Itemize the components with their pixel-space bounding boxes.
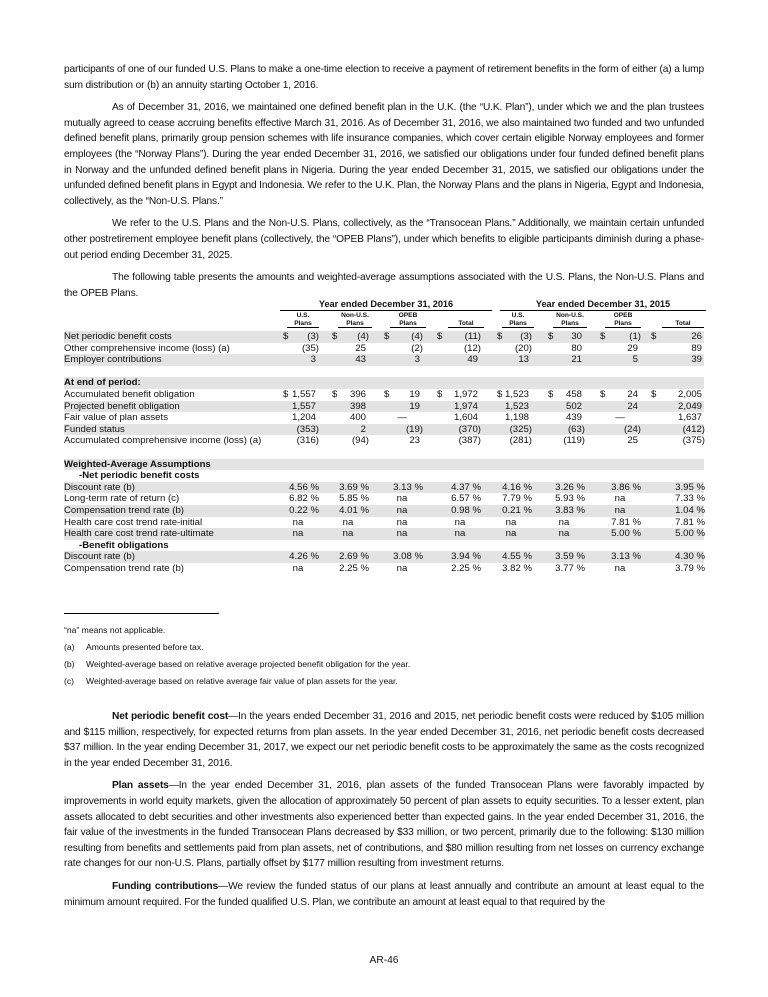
table-cell: (3) [520, 331, 532, 342]
table-cell: (19) [405, 423, 423, 435]
row-label: Compensation trend rate (b) [64, 562, 184, 574]
row-label: Health care cost trend rate-initial [64, 516, 203, 528]
row-label: -Net periodic benefit costs [79, 470, 200, 482]
dollar-sign: $ [283, 331, 289, 342]
funding-contributions-paragraph: Funding contributions—We review the funded status of our plans at least annually and contribute an amount at least equal to the minimum amount required. For the funded qualified U.S. Plan, we contribute an amount at least equal to that required by the [64, 880, 704, 908]
intro-text [64, 62, 704, 308]
table-cell: 439 [565, 412, 582, 424]
row-label: Weighted-Average Assumptions [64, 458, 211, 470]
row-label: Accumulated comprehensive income (loss) (a) [64, 435, 262, 447]
table-cell: na [505, 528, 517, 540]
dollar-sign: $ [384, 388, 390, 400]
table-cell: 400 [349, 412, 366, 424]
table-cell: 458 [565, 388, 582, 400]
table-cell: 1,604 [453, 412, 478, 424]
table-cell: 3.77 % [555, 562, 585, 574]
table-cell: 7.81 % [611, 516, 641, 528]
table-cell: 3.26 % [555, 481, 585, 493]
table-cell: 0.21 % [502, 504, 532, 516]
row-label: Discount rate (b) [64, 551, 135, 563]
table-cell: 25 [355, 342, 366, 354]
table-row [64, 331, 704, 343]
table-cell: (119) [563, 435, 585, 447]
table-cell: 26 [691, 331, 702, 342]
table-spacer [64, 366, 704, 378]
column-header-line1: U.S. [511, 312, 525, 319]
table-cell: 5 [632, 354, 638, 366]
table-row [64, 505, 704, 517]
row-label: Other comprehensive income (loss) (a) [64, 342, 230, 354]
table-cell: 2 [360, 423, 366, 435]
column-header-line1 [662, 312, 704, 320]
footnote-b: (b) Weighted-average based on relative average projected benefit obligation for the year. [64, 659, 411, 669]
table-cell: 1,198 [504, 412, 529, 424]
column-header-line2: Plans [509, 319, 527, 327]
table-cell: 4.30 % [675, 551, 705, 563]
table-cell: 19 [409, 388, 420, 400]
table-row [64, 435, 704, 447]
table-row [64, 493, 704, 505]
footnote-a: (a) Amounts presented before tax. [64, 642, 204, 652]
table-cell: 3.08 % [393, 551, 423, 563]
table-cell: 3.82 % [502, 562, 532, 574]
table-cell: 23 [409, 435, 420, 447]
table-row [64, 528, 704, 540]
footnote-c: (c) Weighted-average based on relative average fair value of plan assets for the year. [64, 676, 398, 686]
table-cell: 7.81 % [675, 516, 705, 528]
row-label: Funded status [64, 423, 125, 435]
table-cell: 39 [691, 354, 702, 366]
footnote-na: “na” means not applicable. [64, 625, 166, 635]
table-row [64, 343, 704, 355]
table-cell: (4) [357, 331, 369, 342]
table-cell: 7.33 % [675, 493, 705, 505]
column-header-line1 [448, 312, 484, 320]
table-cell: 0.22 % [289, 504, 319, 516]
page-number: AR-46 [369, 955, 399, 966]
row-label: -Benefit obligations [79, 539, 169, 551]
dollar-sign: $ [600, 388, 606, 400]
table-cell: na [396, 504, 408, 516]
table-cell: 24 [627, 388, 638, 400]
dollar-sign: $ [497, 388, 503, 400]
table-cell: 2.25 % [339, 562, 369, 574]
row-label: Projected benefit obligation [64, 400, 180, 412]
table-cell: 4.56 % [289, 481, 319, 493]
table-cell: 502 [565, 400, 582, 412]
table-cell: 1,974 [453, 400, 478, 412]
table-spacer [64, 447, 704, 459]
table-cell: 3.59 % [555, 551, 585, 563]
table-subsection-row [64, 540, 704, 552]
table-cell: 3.86 % [611, 481, 641, 493]
table-cell: 24 [627, 400, 638, 412]
table-cell: 1,557 [291, 400, 316, 412]
table-cell: (4) [411, 331, 423, 342]
table-cell: na [342, 528, 354, 540]
intro-paragraph-2: As of December 31, 2016, we maintained one defined benefit plan in the U.K. (the “U.K. Plan”), under which we and the plan trustees mutually agreed to cease accruing benefits effective March 31, 2016. As of December 31, 2016, we also maintained two funded and two unfunded defined benefit plans, primarily group pension schemes with life insurance companies, which cover certain eligible Norway employees and former employees (the “Norway Plans”). During the year ended December 31, 2016, we satisfied our obligations under four funded defined benefit plans in Norway and the unfunded defined benefit plans in Nigeria. During the year ended December 31, 2015, we satisfied our obligations under the unfunded defined benefit plans in Egypt and Indonesia. We refer to the U.K. Plan, the Norway Plans and the plans in Nigeria, Egypt and Indonesia, collectively, as the “Non-U.S. Plans.” [64, 102, 704, 207]
table-cell: na [342, 516, 354, 528]
table-cell: 5.85 % [339, 493, 369, 505]
table-cell: 3 [414, 354, 420, 366]
column-header-line1: U.S. [296, 312, 310, 319]
table-cell: (94) [351, 435, 369, 447]
table-cell: na [454, 528, 466, 540]
benefit-plans-table [64, 298, 704, 574]
table-cell: (35) [301, 342, 319, 354]
column-header-line2: Plans [399, 319, 417, 327]
table-cell: (3) [307, 331, 319, 342]
row-label: Long-term rate of return (c) [64, 493, 180, 505]
column-header-line1: OPEB [613, 312, 633, 319]
dollar-sign: $ [651, 388, 657, 400]
dollar-sign: $ [332, 331, 338, 342]
table-cell: 3.95 % [675, 481, 705, 493]
table-cell: 1,523 [504, 388, 529, 400]
table-cell: 6.82 % [289, 493, 319, 505]
table-cell: na [396, 528, 408, 540]
column-header [502, 312, 534, 328]
table-cell: 4.55 % [502, 551, 532, 563]
column-header [390, 312, 426, 328]
table-cell: na [558, 516, 570, 528]
row-label: Compensation trend rate (b) [64, 504, 184, 516]
table-cell: 21 [571, 354, 582, 366]
table-cell: (353) [296, 423, 319, 435]
table-cell: 396 [349, 388, 366, 400]
table-cell: 49 [467, 354, 478, 366]
table-row [64, 389, 704, 401]
column-header-line2: Plans [346, 319, 364, 327]
table-cell: 4.26 % [289, 551, 319, 563]
dollar-sign: $ [283, 388, 289, 400]
row-label: Discount rate (b) [64, 481, 135, 493]
dollar-sign: $ [600, 331, 606, 342]
discussion-sections [64, 709, 704, 917]
table-cell: 7.79 % [502, 493, 532, 505]
row-label: Employer contributions [64, 354, 162, 366]
table-row [64, 517, 704, 529]
table-cell: 13 [518, 354, 529, 366]
plan-assets-paragraph: Plan assets—In the year ended December 31, 2016, plan assets of the funded Transocean Plans were favorably impacted by improvements in world equity markets, given the allocation of approximately 50 percent of plan assets to equity securities. To a lesser extent, plan assets allocated to debt securities and other investments also experienced better than expected gains. In the year ended December 31, 2016, the fair value of the investments in the funded Transocean Plans decreased by $33 million, or two percent, primarily due to the following: $130 million resulting from benefits and settlements paid from plan assets, net of contributions, and $80 million resulting from net losses on currency exchange rate changes for our non-U.S. Plans, partially offset by $177 million resulting from investment returns. [64, 780, 704, 870]
net-periodic-benefit-cost-paragraph: Net periodic benefit cost—In the years ended December 31, 2016 and 2015, net periodic benefit costs were reduced by $105 million and $115 million, respectively, for expected returns from plan assets. In the year ended December 31, 2016, net periodic benefit costs decreased $37 million. In the year ending December 31, 2017, we expect our net periodic benefit costs to be approximately the same as the costs recognized in the year ended December 31, 2016. [64, 711, 704, 769]
year-header-2016: Year ended December 31, 2016 [280, 298, 492, 311]
table-row [64, 482, 704, 494]
table-cell: (20) [514, 342, 532, 354]
row-label: Fair value of plan assets [64, 412, 168, 424]
column-header-line2: Total [675, 319, 691, 327]
column-header [553, 312, 587, 328]
table-cell: 19 [409, 400, 420, 412]
dollar-sign: $ [651, 331, 657, 342]
table-cell: 0.98 % [451, 504, 481, 516]
table-cell: — [615, 412, 625, 424]
table-cell: 43 [355, 354, 366, 366]
table-cell: na [454, 516, 466, 528]
table-cell: (11) [464, 331, 481, 342]
table-section-row [64, 377, 704, 389]
table-row [64, 412, 704, 424]
column-header [662, 312, 704, 328]
table-cell: (1) [629, 331, 641, 342]
row-label: Health care cost trend rate-ultimate [64, 528, 214, 540]
table-cell: 3.94 % [451, 551, 481, 563]
table-cell: 4.16 % [502, 481, 532, 493]
table-cell: 6.57 % [451, 493, 481, 505]
column-header [338, 312, 372, 328]
table-cell: 29 [627, 342, 638, 354]
column-header [605, 312, 641, 328]
table-cell: 2,049 [677, 400, 702, 412]
table-cell: (12) [463, 342, 481, 354]
footnotes [64, 622, 410, 690]
table-cell: 2,005 [677, 388, 702, 400]
table-cell: 2.69 % [339, 551, 369, 563]
table-cell: (375) [682, 435, 705, 447]
table-cell: 3.83 % [555, 504, 585, 516]
table-cell: 3.13 % [393, 481, 423, 493]
table-subsection-row [64, 470, 704, 482]
table-cell: 1,204 [291, 412, 316, 424]
table-row [64, 354, 704, 366]
table-cell: (387) [458, 435, 481, 447]
row-label: At end of period: [64, 377, 141, 389]
table-cell: (412) [682, 423, 705, 435]
column-header-line1: Non-U.S. [341, 312, 369, 319]
table-cell: 5.93 % [555, 493, 585, 505]
table-cell: 3 [310, 354, 316, 366]
row-label: Accumulated benefit obligation [64, 388, 195, 400]
table-cell: na [396, 562, 408, 574]
table-cell: na [505, 516, 517, 528]
net-periodic-heading: Net periodic benefit cost [112, 711, 229, 722]
dollar-sign: $ [437, 388, 443, 400]
table-cell: 30 [571, 331, 582, 342]
dollar-sign: $ [548, 388, 554, 400]
table-cell: 25 [627, 435, 638, 447]
table-cell: 3.13 % [611, 551, 641, 563]
dollar-sign: $ [332, 388, 338, 400]
table-cell: (24) [623, 423, 641, 435]
table-cell: — [397, 412, 407, 424]
table-header [64, 298, 704, 331]
column-header-line1: OPEB [398, 312, 418, 319]
table-cell: na [614, 504, 626, 516]
table-cell: (63) [567, 423, 585, 435]
table-cell: 89 [691, 342, 702, 354]
column-header [287, 312, 319, 328]
table-cell: 1,637 [677, 412, 702, 424]
table-cell: 80 [571, 342, 582, 354]
table-cell: (325) [509, 423, 532, 435]
table-cell: 4.01 % [339, 504, 369, 516]
table-cell: 398 [349, 400, 366, 412]
column-header-line2: Plans [561, 319, 579, 327]
table-cell: na [614, 562, 626, 574]
table-cell: 3.69 % [339, 481, 369, 493]
table-cell: 4.37 % [451, 481, 481, 493]
dollar-sign: $ [384, 331, 390, 342]
dollar-sign: $ [497, 331, 503, 342]
table-cell: na [292, 562, 304, 574]
dollar-sign: $ [548, 331, 554, 342]
table-cell: 5.00 % [611, 528, 641, 540]
table-section-row [64, 459, 704, 471]
table-row [64, 401, 704, 413]
intro-paragraph-3: We refer to the U.S. Plans and the Non-U.S. Plans, collectively, as the “Transocean Plans.” Additionally, we maintain certain unfunded other postretirement employee benefit plans (collectively, the “OPEB Plans”), under which benefits to eligible participants diminish during a phase-out period ending December 31, 2025. [64, 218, 704, 261]
dollar-sign: $ [437, 331, 443, 342]
column-header-line2: Total [458, 319, 474, 327]
footnote-divider [64, 613, 219, 614]
table-cell: 2.25 % [451, 562, 481, 574]
plan-assets-heading: Plan assets [112, 780, 169, 792]
table-cell: 3.79 % [675, 562, 705, 574]
intro-paragraph-4: The following table presents the amounts and weighted-average assumptions associated with the U.S. Plans, the Non-U.S. Plans and the OPEB Plans. [64, 272, 704, 299]
table-row [64, 424, 704, 436]
column-header-line2: Plans [614, 319, 632, 327]
table-cell: 5.00 % [675, 528, 705, 540]
table-cell: (316) [296, 435, 319, 447]
funding-heading: Funding contributions [112, 880, 219, 892]
table-cell: (281) [509, 435, 532, 447]
table-cell: (2) [411, 342, 423, 354]
year-header-2015: Year ended December 31, 2015 [500, 298, 706, 311]
table-cell: na [396, 516, 408, 528]
table-cell: 1,557 [291, 388, 316, 400]
table-cell: na [292, 528, 304, 540]
table-row [64, 551, 704, 563]
table-cell: na [614, 493, 626, 505]
table-cell: na [396, 493, 408, 505]
table-cell: (370) [458, 423, 481, 435]
table-cell: 1.04 % [675, 504, 705, 516]
table-cell: na [292, 516, 304, 528]
row-label: Net periodic benefit costs [64, 331, 172, 342]
column-header [448, 312, 484, 328]
intro-paragraph-1: participants of one of our funded U.S. Plans to make a one-time election to receive a payment of retirement benefits in the form of either (a) a lump sum distribution or (b) an annuity starting October 1, 2016. [64, 64, 704, 91]
table-row [64, 563, 704, 575]
table-cell: 1,523 [504, 400, 529, 412]
column-header-line2: Plans [294, 319, 312, 327]
table-cell: 1,972 [453, 388, 478, 400]
table-cell: na [558, 528, 570, 540]
column-header-line1: Non-U.S. [556, 312, 584, 319]
